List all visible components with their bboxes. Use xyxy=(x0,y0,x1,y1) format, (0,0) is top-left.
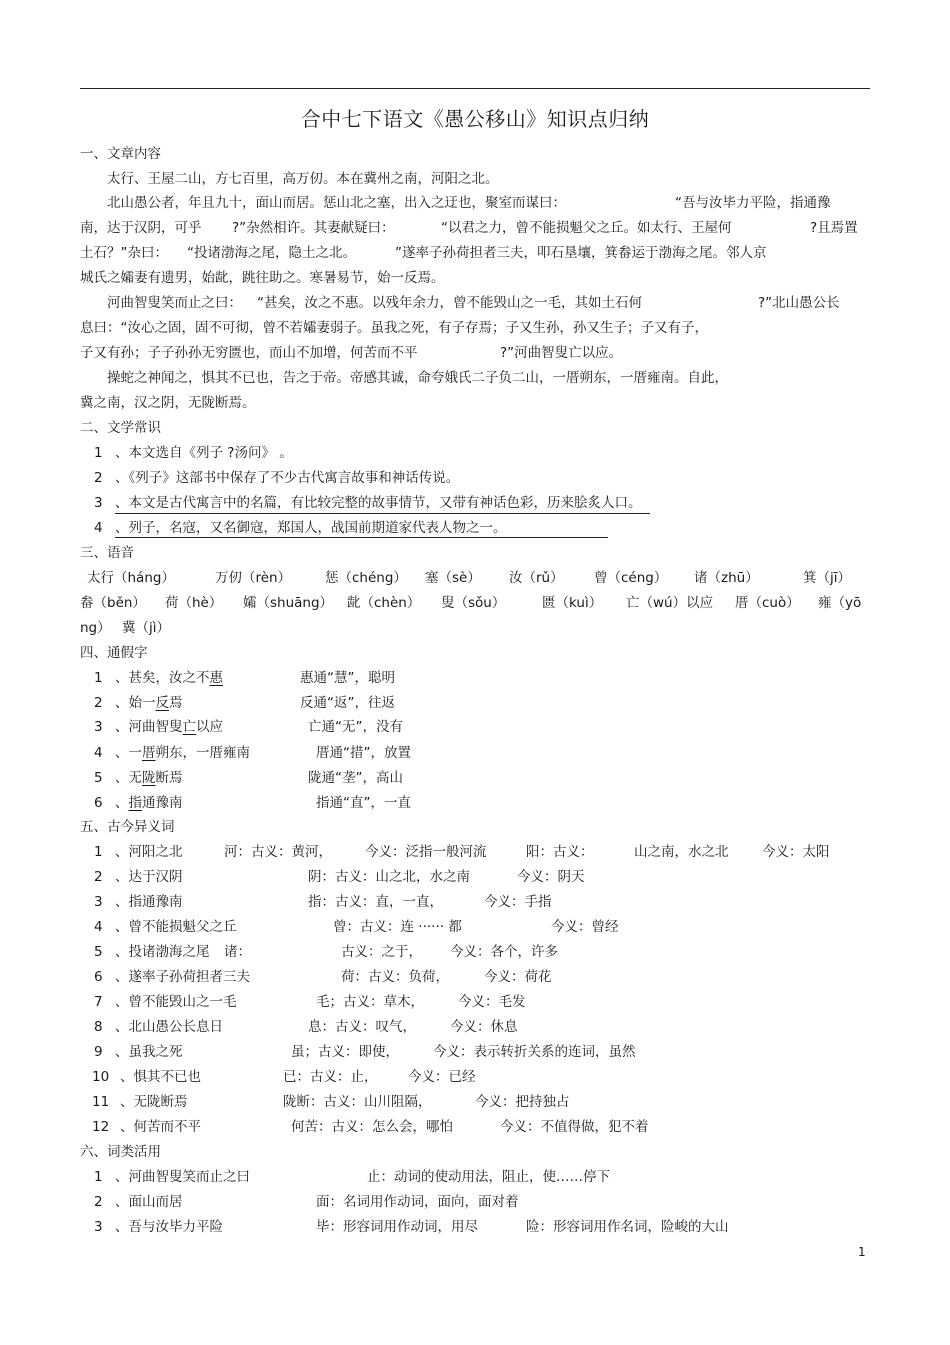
ancient-meaning: 阳：古义： xyxy=(526,844,594,860)
example-phrase: 、甚矣，汝之不惠 xyxy=(115,670,223,686)
text-line: 河曲智叟笑而止之曰： xyxy=(107,295,242,311)
list-number: 5 xyxy=(94,770,103,786)
modern-meaning: 今义：已经 xyxy=(408,1069,476,1085)
loan-character: 亡 xyxy=(182,719,196,735)
text-line: 南，达于汉阴，可乎 xyxy=(80,220,202,236)
loan-character: 惠 xyxy=(209,670,223,686)
section-heading-content: 一、文章内容 xyxy=(80,146,161,162)
text-line: 子又有孙；子子孙孙无穷匮也，而山不加增，何苦而不平 xyxy=(80,345,418,361)
text-line: ?且焉置 xyxy=(810,220,858,236)
text-line: 操蛇之神闻之，惧其不已也，告之于帝。帝感其诚，命夸娥氏二子负二山，一厝朔东，一厝雍南。自此， xyxy=(107,370,728,386)
ancient-meaning: 河：古义：黄河， xyxy=(224,844,332,860)
list-number: 7 xyxy=(94,994,103,1010)
pinyin-item: 孀（shuāng） xyxy=(243,595,334,611)
text-line: 北山愚公者，年且九十，面山而居。惩山北之塞，出入之迂也，聚室而谋曰： xyxy=(107,195,566,211)
modern-meaning: 今义：把持独占 xyxy=(475,1094,570,1110)
list-item: 、《列子》这部书中保存了不少古代寓言故事和神话传说。 xyxy=(115,470,460,486)
text-line: 息曰：“汝心之固，固不可彻，曾不若孀妻弱子。虽我之死，有子存焉；子又生孙，孙又生子；子又有子， xyxy=(80,320,708,336)
list-number: 5 xyxy=(94,944,103,960)
section-heading-ancient-modern: 五、古今异义词 xyxy=(80,819,175,835)
loan-character: 指 xyxy=(128,795,142,811)
ancient-meaning: 陇断：古义：山川阻隔， xyxy=(283,1094,432,1110)
pinyin-item: 惩（chéng） xyxy=(325,570,407,586)
ancient-meaning: 曾：古义：连 ······ 都 xyxy=(333,919,462,935)
list-number: 4 xyxy=(94,919,103,935)
example-phrase: 、曾不能毁山之一毛 xyxy=(115,994,237,1010)
explanation: 毕：形容词用作动词，用尽 xyxy=(316,1219,478,1235)
explanation: 陇通“垄”，高山 xyxy=(308,770,403,786)
text-line: “投诸渤海之尾，隐土之北。 xyxy=(187,245,356,261)
ancient-meaning: 虽；古义：即使， xyxy=(291,1044,399,1060)
explanation: 指通“直”，一直 xyxy=(316,795,411,811)
explanation: 面：名词用作动词，面向，面对着 xyxy=(316,1194,519,1210)
text-line: “甚矣，汝之不惠。以残年余力，曾不能毁山之一毛，其如土石何 xyxy=(257,295,642,311)
example-phrase: 、指通豫南 xyxy=(115,894,183,910)
loan-character: 反 xyxy=(155,695,169,711)
text-line: ”遂率子孙荷担者三夫，叩石垦壤，箕畚运于渤海之尾。邻人京 xyxy=(395,245,767,261)
example-phrase: 、一厝朔东，一厝雍南 xyxy=(115,745,250,761)
ancient-meaning: 已：古义：止， xyxy=(283,1069,378,1085)
list-item: 、列子，名寇，又名御寇，郑国人，战国前期道家代表人物之一。 xyxy=(115,520,507,536)
list-number: 1 xyxy=(94,844,103,860)
list-number: 3 xyxy=(94,495,103,511)
list-number: 9 xyxy=(94,1044,103,1060)
explanation: 亡通“无”，没有 xyxy=(308,719,403,735)
text-line: ?”杂然相许。其妻献疑曰： xyxy=(232,220,395,236)
modern-meaning: 今义：表示转折关系的连词，虽然 xyxy=(433,1044,636,1060)
example-phrase: 、始一反焉 xyxy=(115,695,183,711)
list-number: 3 xyxy=(94,894,103,910)
ancient-meaning: 何苦：古义：怎么会，哪怕 xyxy=(291,1119,453,1135)
ancient-meaning: 息：古义：叹气， xyxy=(308,1019,416,1035)
pinyin-item: 塞（sè） xyxy=(425,570,481,586)
list-number: 6 xyxy=(94,795,103,811)
pinyin-item: 曾（céng） xyxy=(594,570,668,586)
pinyin-item: ng） xyxy=(80,620,111,636)
pinyin-item: 荷（hè） xyxy=(165,595,223,611)
modern-meaning: 今义：手指 xyxy=(484,894,552,910)
pinyin-item: 匮（kuì） xyxy=(542,595,603,611)
explanation: 险：形容词用作名词，险峻的大山 xyxy=(526,1219,729,1235)
list-number: 12 xyxy=(92,1119,110,1135)
section-heading-word-class: 六、词类活用 xyxy=(80,1144,161,1160)
example-phrase: 、河曲智叟笑而止之曰 xyxy=(115,1169,250,1185)
pinyin-item: 箕（jī） xyxy=(803,570,852,586)
list-number: 8 xyxy=(94,1019,103,1035)
ancient-meaning: 毛；古义：草木， xyxy=(316,994,424,1010)
pinyin-item: 雍（yō xyxy=(818,595,862,611)
pinyin-item: 厝（cuò） xyxy=(735,595,800,611)
ancient-meaning: 荷：古义：负荷， xyxy=(341,969,449,985)
list-number: 3 xyxy=(94,719,103,735)
modern-meaning: 今义：太阳 xyxy=(762,844,830,860)
pinyin-item: 叟（sǒu） xyxy=(441,595,506,611)
text-line: “以君之力，曾不能损魁父之丘。如太行、王屋何 xyxy=(441,220,732,236)
list-number: 1 xyxy=(94,445,103,461)
explanation: 反通“返”，往返 xyxy=(300,695,395,711)
ancient-meaning: 古义：之于， xyxy=(341,944,422,960)
underline xyxy=(115,537,608,538)
ancient-meaning: 山之南，水之北 xyxy=(634,844,729,860)
pinyin-item: 龀（chèn） xyxy=(347,595,421,611)
list-number: 6 xyxy=(94,969,103,985)
example-phrase: 、投诸渤海之尾 xyxy=(115,944,210,960)
pinyin-item: 亡（wú）以应 xyxy=(626,595,714,611)
example-phrase: 、吾与汝毕力平险 xyxy=(115,1219,223,1235)
list-number: 10 xyxy=(92,1069,110,1085)
example-phrase: 、河曲智叟亡以应 xyxy=(115,719,223,735)
example-phrase: 、惧其不已也 xyxy=(120,1069,201,1085)
example-phrase: 、无陇断焉 xyxy=(120,1094,188,1110)
section-heading-literature: 二、文学常识 xyxy=(80,420,161,436)
modern-meaning: 今义：各个，许多 xyxy=(450,944,558,960)
ancient-meaning: 指：古义：直，一直， xyxy=(308,894,443,910)
text-line: “吾与汝毕力平险，指通豫 xyxy=(675,195,831,211)
list-number: 11 xyxy=(92,1094,110,1110)
page-number: 1 xyxy=(858,1245,866,1259)
example-phrase: 、何苦而不平 xyxy=(120,1119,201,1135)
explanation: 厝通“措”，放置 xyxy=(316,745,411,761)
explanation: 止：动词的使动用法，阻止，使……停下 xyxy=(367,1169,610,1185)
header-rule xyxy=(80,88,870,89)
text-line: 土石？”杂曰： xyxy=(80,245,168,261)
pinyin-item: 汝（rǔ） xyxy=(509,570,564,586)
pinyin-item: 太行（háng） xyxy=(87,570,175,586)
list-number: 3 xyxy=(94,1219,103,1235)
example-phrase: 、无陇断焉 xyxy=(115,770,183,786)
example-phrase: 、虽我之死 xyxy=(115,1044,183,1060)
modern-meaning: 今义：休息 xyxy=(450,1019,518,1035)
list-number: 2 xyxy=(94,470,103,486)
explanation: 惠通“慧”，聪明 xyxy=(300,670,395,686)
list-item: 、本文选自《列子 ?汤问》 。 xyxy=(115,445,293,461)
ancient-meaning: 阴：古义：山之北，水之南 xyxy=(308,869,470,885)
page-title: 合中七下语文《愚公移山》知识点归纳 xyxy=(300,107,650,131)
modern-meaning: 今义：毛发 xyxy=(458,994,526,1010)
list-number: 4 xyxy=(94,745,103,761)
ancient-meaning: 诸： xyxy=(224,944,251,960)
text-line: 太行、王屋二山，方七百里，高万仞。本在冀州之南，河阳之北。 xyxy=(107,171,499,187)
text-line: 冀之南，汉之阴，无陇断焉。 xyxy=(80,395,256,411)
example-phrase: 、河阳之北 xyxy=(115,844,183,860)
pinyin-item: 畚（běn） xyxy=(80,595,146,611)
modern-meaning: 今义：泛指一般河流 xyxy=(365,844,487,860)
example-phrase: 、曾不能损魁父之丘 xyxy=(115,919,237,935)
loan-character: 厝 xyxy=(142,745,156,761)
section-heading-pronunciation: 三、语音 xyxy=(80,545,134,561)
list-number: 1 xyxy=(94,1169,103,1185)
modern-meaning: 今义：不值得做，犯不着 xyxy=(500,1119,649,1135)
pinyin-item: 诸（zhū） xyxy=(694,570,759,586)
modern-meaning: 今义：荷花 xyxy=(484,969,552,985)
example-phrase: 、面山而居 xyxy=(115,1194,183,1210)
text-line: ?”北山愚公长 xyxy=(758,295,840,311)
example-phrase: 、北山愚公长息日 xyxy=(115,1019,223,1035)
pinyin-item: 冀（jì） xyxy=(122,620,171,636)
list-number: 2 xyxy=(94,1194,103,1210)
list-number: 2 xyxy=(94,869,103,885)
pinyin-item: 万仞（rèn） xyxy=(215,570,292,586)
section-heading-loan-characters: 四、通假字 xyxy=(80,645,148,661)
list-number: 1 xyxy=(94,670,103,686)
list-item: 、本文是古代寓言中的名篇，有比较完整的故事情节，又带有神话色彩，历来脍炙人口。 xyxy=(115,495,642,511)
example-phrase: 、遂率子孙荷担者三夫 xyxy=(115,969,250,985)
example-phrase: 、达于汉阴 xyxy=(115,869,183,885)
text-line: 城氏之孀妻有遗男，始龀，跳往助之。寒暑易节，始一反焉。 xyxy=(80,270,445,286)
modern-meaning: 今义：阴天 xyxy=(517,869,585,885)
text-line: ?”河曲智叟亡以应。 xyxy=(500,345,623,361)
example-phrase: 、指通豫南 xyxy=(115,795,183,811)
list-number: 2 xyxy=(94,695,103,711)
modern-meaning: 今义：曾经 xyxy=(551,919,619,935)
list-number: 4 xyxy=(94,520,103,536)
loan-character: 陇 xyxy=(142,770,156,786)
underline xyxy=(115,513,650,514)
